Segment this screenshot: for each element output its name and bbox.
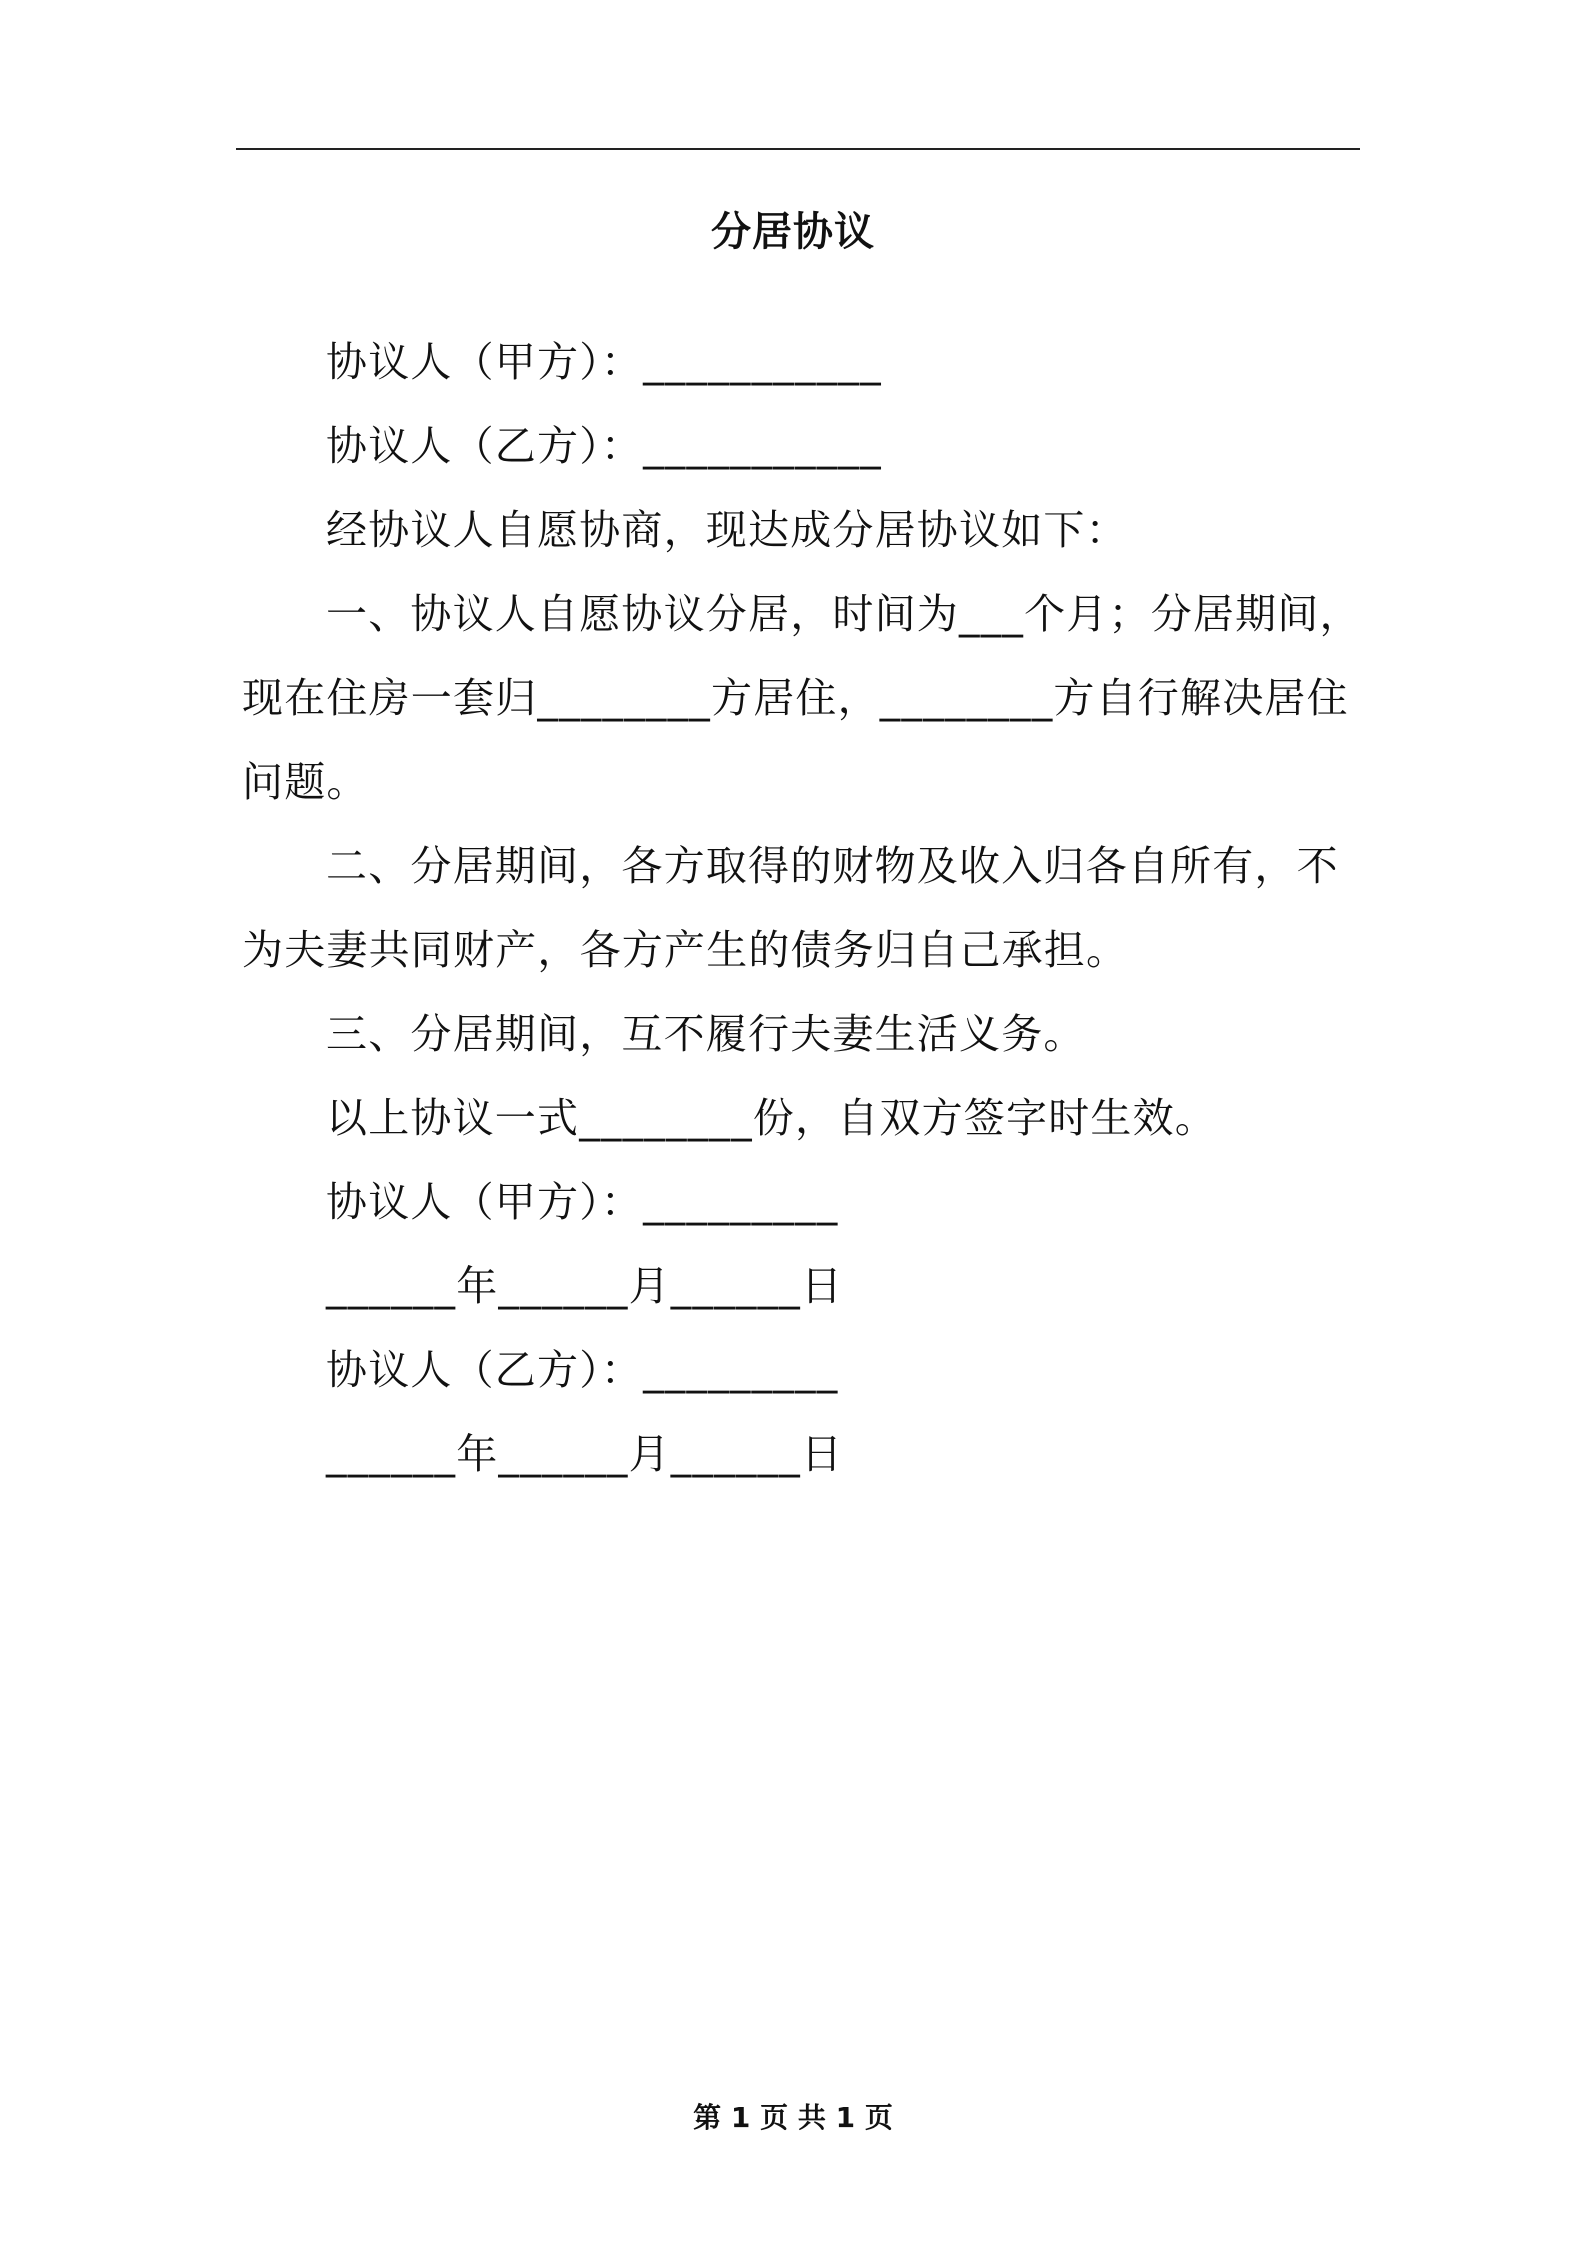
header-rule [236,148,1360,150]
clause-two: 二、分居期间，各方取得的财物及收入归各自所有，不为夫妻共同财产，各方产生的债务归自己承担。 [242,842,1339,974]
document-body [242,320,1367,1496]
date-party-a: ______年______月______日 [326,1262,844,1310]
clause-three: 三、分居期间，互不履行夫妻生活义务。 [326,1010,1086,1058]
clause-one: 一、协议人自愿协议分居，时间为___个月；分居期间，现在住房一套归________方居住，________方自行解决居住问题。 [242,590,1362,806]
date-party-b: ______年______月______日 [326,1430,844,1478]
page-number: 第 1 页 共 1 页 [693,2101,893,2134]
intro-paragraph: 经协议人自愿协商，现达成分居协议如下： [326,506,1128,554]
party-a-line: 协议人（甲方）：___________ [326,338,882,386]
party-b-line: 协议人（乙方）：___________ [326,422,882,470]
copies-clause: 以上协议一式________份，自双方签字时生效。 [326,1094,1217,1142]
signature-party-a: 协议人（甲方）：_________ [326,1178,839,1226]
signature-party-b: 协议人（乙方）：_________ [326,1346,839,1394]
document-title: 分居协议 [711,209,875,255]
